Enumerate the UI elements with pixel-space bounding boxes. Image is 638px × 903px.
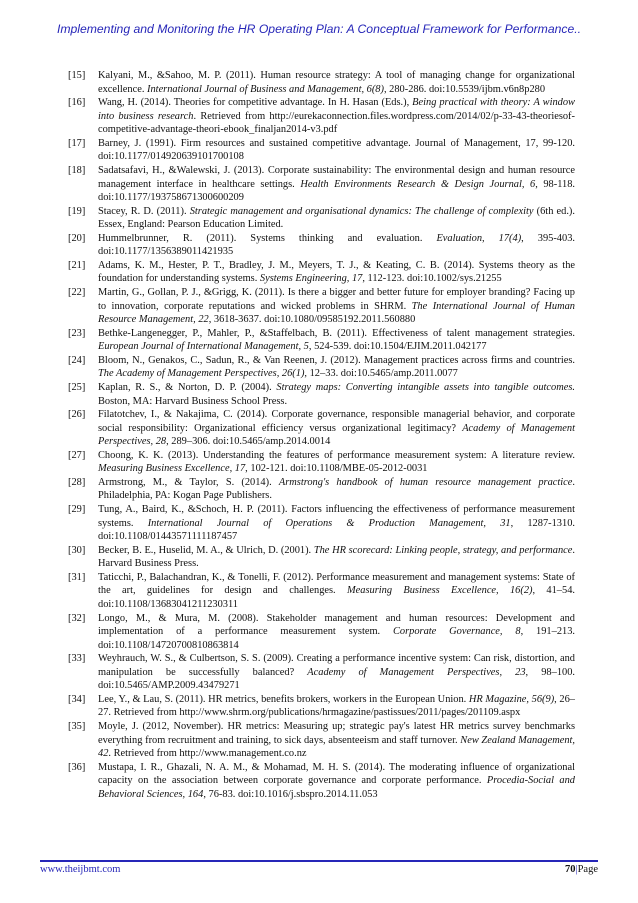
reference-segment: Weyhrauch, W. S., & Culbertson, S. S. (2009). Creating a performance incentive system: Can risk, distortion, and manipulation be successfully balanced? [98,653,575,678]
reference-item [68,652,575,693]
reference-item [68,720,575,761]
reference-text [98,381,575,408]
reference-item [68,96,575,137]
reference-source-title: European Journal of International Management, 5 [98,341,309,353]
reference-segment: Sadatsafavi, H., &Walewski, J. (2013). Corporate sustainability: The environmental design and human resource management interface in healthcare settings. [98,164,575,190]
reference-source-title: The HR scorecard: Linking people, strategy, and performance [313,544,573,556]
reference-source-title: The International Journal of Human Resource Management, 22 [98,300,575,326]
reference-segment: Taticchi, P., Balachandran, K., & Tonelli, F. (2012). Performance measurement and management systems: State of the art, guidelines for design and challenges. [98,571,575,597]
reference-text [98,69,575,96]
reference-segment: . Philadelphia, PA: Kogan Page Publishers. [98,476,575,502]
reference-source-title: Strategic management and organisational dynamics: The challenge of complexity [189,205,534,217]
reference-segment: Kaplan, R. S., & Norton, D. P. (2004). [98,381,277,393]
reference-segment: , 98-118. doi:10.1177/193758671300600209 [98,178,576,204]
reference-text [98,571,575,612]
reference-number: [16] [68,97,86,109]
reference-item [68,693,575,720]
reference-text [98,259,575,286]
reference-number: [30] [68,544,86,556]
reference-text [98,544,575,571]
reference-segment: Wang, H. (2014). Theories for competitive advantage. In H. Hasan (Eds.), [98,97,413,109]
reference-segment: Stacey, R. D. (2011). [98,205,190,217]
reference-number: [29] [68,504,86,515]
reference-list [68,69,575,801]
reference-item [68,544,575,571]
reference-segment: , 102-121. doi:10.1108/MBE-05-2012-0031 [245,463,428,475]
reference-segment: Tung, A., Baird, K., &Schoch, H. P. (2011). Factors influencing the effectiveness of performance measurement systems. [98,504,575,529]
reference-segment: , 76-83. doi:10.1016/j.sbspro.2014.11.053 [203,788,378,800]
reference-source-title: Measuring Business Excellence, 16(2) [347,585,533,597]
reference-item [68,449,575,476]
reference-segment: Moyle, J. (2012, November). HR metrics: Measuring up; strategic pay's latest HR metrics survey benchmarks everything from recruitment and training, to sick days, absenteeism and staff turnover. [98,721,575,746]
reference-text [98,652,575,693]
reference-segment: Hummelbrunner, R. (2011). Systems thinking and evaluation. [98,232,437,244]
reference-segment: , 26–27. Retrieved from http://www.shrm.org/publications/hrmagazine/pastissues/2011/pages/201109.aspx [98,693,575,719]
reference-segment: Filatotchev, I., & Nakajima, C. (2014). Corporate governance, responsible managerial behavior, and corporate social responsibility: Organizational efficiency versus organizational legitimacy? [98,409,575,434]
reference-source-title: Strategy maps: Converting intangible assets into tangible outcomes. [276,381,575,393]
journal-website[interactable]: www.theijbmt.com [40,864,121,875]
reference-text [98,327,575,354]
reference-segment: Longo, M., & Mura, M. (2008). Stakeholder management and human resources: Development and implementation of a performance measurement system. [98,612,575,638]
reference-segment: Bethke-Langenegger, P., Mahler, P., &Staffelbach, B. (2011). Effectiveness of talent management strategies. [98,327,575,339]
reference-number: [26] [68,409,86,421]
reference-text [98,612,575,653]
reference-item [68,232,575,259]
page-number-label: 70|Page [564,864,598,875]
reference-segment: Bloom, N., Genakos, C., Sadun, R., & Van Reenen, J. (2012). Management practices across firms and countries. [98,354,575,366]
reference-item [68,286,575,327]
reference-segment: , 395-403. doi:10.1177/1356389011421935 [98,232,575,258]
reference-segment: Becker, B. E., Huselid, M. A., & Ulrich, D. (2001). [98,544,314,556]
reference-number: [19] [68,205,86,217]
page-number: 70 [564,864,576,875]
reference-source-title: Academy of Management Perspectives, 28 [98,422,575,448]
reference-text [98,449,575,476]
reference-number: [20] [68,232,86,244]
reference-item [68,571,575,612]
reference-text [98,137,575,164]
reference-segment: Martin, G., Gollan, P. J., &Grigg, K. (2011). Is there a bigger and better future for employer branding? Facing up to innovation, corporate reputations and wicked problems in SHRM. [98,287,575,312]
reference-item [68,761,575,802]
reference-source-title: Procedia-Social and Behavioral Sciences, 164 [98,775,575,800]
reference-text [98,761,575,802]
reference-segment: , 1287-1310. doi:10.1108/01443571111187457 [98,517,575,543]
reference-text [98,408,575,449]
reference-segment: . Retrieved from http://www.management.co.nz [108,748,307,760]
reference-source-title: Corporate Governance, 8 [392,626,521,638]
reference-segment: Kalyani, M., &Sahoo, M. P. (2011). Human resource strategy: A tool of managing change for organizational excellence. [98,70,575,95]
reference-number: [31] [68,571,86,583]
reference-segment: Choong, K. K. (2013). Understanding the features of performance measurement system: A literature review. [98,449,575,461]
reference-text [98,354,575,381]
reference-text [98,286,575,327]
reference-item [68,354,575,381]
reference-text [98,693,575,720]
reference-number: [25] [68,381,86,393]
reference-text [98,96,575,137]
page-footer [40,860,598,875]
reference-item [68,612,575,653]
reference-segment: . Retrieved from http://eurekaconnection.files.wordpress.com/2014/02/p-33-43-theoriesof-competitive-advantage-theori-ebook_finaljan2014-v3.pdf [98,110,575,136]
reference-segment: , 98–100. doi:10.5465/AMP.2009.43479271 [98,666,575,692]
reference-number: [22] [68,287,86,298]
reference-source-title: Systems Engineering, 17 [259,273,363,285]
reference-number: [28] [68,476,86,488]
reference-segment: Adams, K. M., Hester, P. T., Bradley, J. M., Meyers, T. J., & Keating, C. B. (2014). Systems theory as the foundation for understanding systems. [98,259,575,285]
reference-source-title: International Journal of Operations & Production Management, 31 [147,517,511,529]
reference-segment: Mustapa, I. R., Ghazali, N. A. M., & Mohamad, M. H. S. (2014). The moderating influence of organizational capacity on the association between corporate governance and corporate performance. [98,761,575,787]
reference-text [98,720,575,761]
reference-number: [34] [68,693,86,705]
running-header: Implementing and Monitoring the HR Operating Plan: A Conceptual Framework for Performance.. [56,22,582,36]
reference-source-title: Being practical with theory: A window into business research [98,97,575,122]
reference-segment: Armstrong, M., & Taylor, S. (2014). [98,476,279,488]
reference-segment: , 280-286. doi:10.5539/ijbm.v6n8p280 [383,83,546,95]
reference-item [68,164,575,205]
reference-number: [27] [68,449,86,461]
page-word: Page [577,864,598,875]
reference-number: [36] [68,761,86,773]
reference-item [68,503,575,544]
reference-item [68,327,575,354]
reference-number: [23] [68,327,86,339]
reference-item [68,205,575,232]
reference-source-title: Measuring Business Excellence, 17 [98,463,246,475]
reference-source-title: International Journal of Business and Management, 6(8) [147,83,384,95]
reference-number: [35] [68,721,86,732]
reference-item [68,69,575,96]
reference-number: [15] [68,70,86,81]
reference-item [68,259,575,286]
reference-segment: . Harvard Business Press. [98,544,575,570]
reference-segment: Lee, Y., & Lau, S. (2011). HR metrics, benefits brokers, workers in the European Union. [98,693,469,705]
reference-item [68,408,575,449]
reference-segment: , 12–33. doi:10.5465/amp.2011.0077 [304,368,458,380]
reference-segment: , 191–213. doi:10.1108/14720700810863814 [98,626,575,651]
reference-segment: , 524-539. doi:10.1504/EJIM.2011.042177 [308,341,487,353]
reference-source-title: New Zealand Management, 42 [98,734,576,760]
reference-text [98,503,575,544]
reference-source-title: HR Magazine, 56(9) [468,693,555,705]
reference-number: [17] [68,137,86,149]
reference-source-title: Health Environments Research & Design Journal, 6 [300,178,536,190]
reference-number: [33] [68,653,86,665]
reference-number: [18] [68,164,86,176]
reference-segment: Boston, MA: Harvard Business School Press. [98,395,288,407]
reference-item [68,137,575,164]
reference-source-title: Evaluation, 17(4) [436,232,522,244]
reference-item [68,381,575,408]
reference-text [98,232,575,259]
reference-segment: , 3618-3637. doi:10.1080/09585192.2011.560880 [208,314,416,326]
reference-item [68,476,575,503]
reference-segment: , 289–306. doi:10.5465/amp.2014.0014 [166,436,331,448]
reference-segment: Barney, J. (1991). Firm resources and sustained competitive advantage. Journal of Management, 17, 99-120. doi:10.1177/014920639101700108 [98,137,575,163]
reference-source-title: Academy of Management Perspectives, 23 [307,666,526,678]
reference-text [98,164,575,205]
reference-source-title: The Academy of Management Perspectives, 26(1) [98,368,305,380]
reference-number: [21] [68,259,86,271]
reference-text [98,476,575,503]
reference-number: [32] [68,612,86,624]
reference-segment: , 41–54. doi:10.1108/13683041211230311 [98,585,575,610]
reference-segment: , 112-123. doi:10.1002/sys.21255 [362,273,502,285]
reference-source-title: Armstrong's handbook of human resource management practice [278,476,573,488]
reference-segment: (6th ed.). Essex, England: Pearson Education Limited. [98,205,575,231]
reference-text [98,205,575,232]
reference-number: [24] [68,354,86,366]
